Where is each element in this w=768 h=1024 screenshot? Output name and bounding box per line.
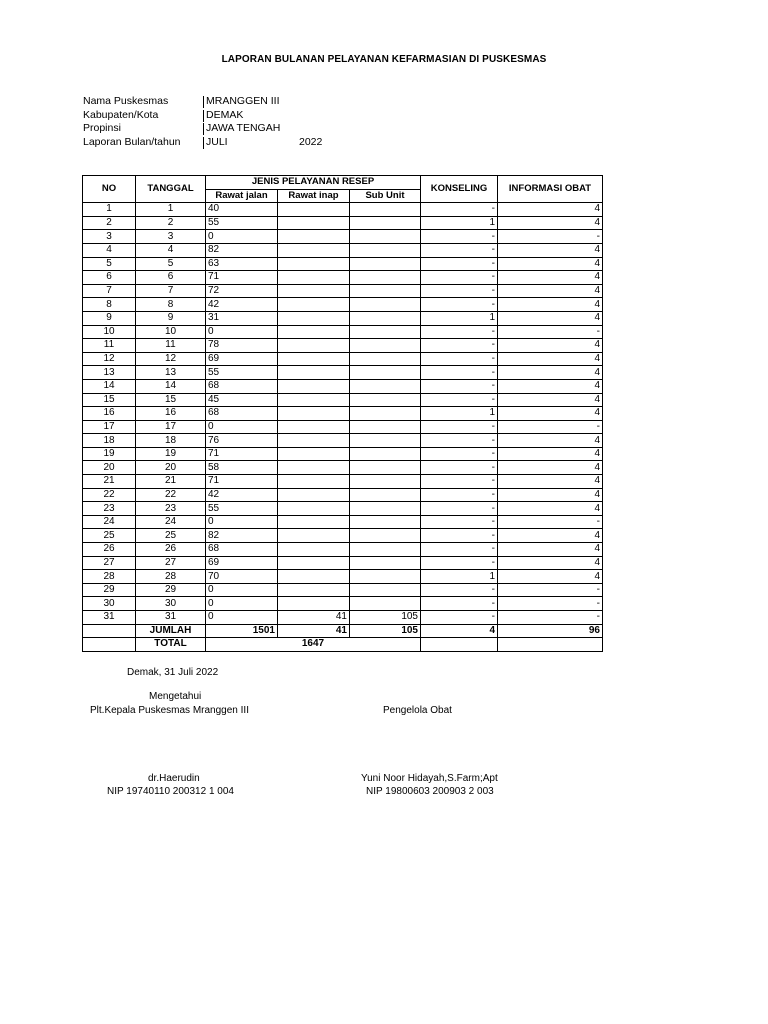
cell-rawat-jalan: 31 [206, 311, 278, 325]
cell-rawat-jalan: 72 [206, 284, 278, 298]
table-row [83, 502, 603, 516]
cell-konseling: - [421, 339, 498, 353]
cell-tanggal: 16 [136, 407, 206, 421]
header-informasi-obat: INFORMASI OBAT [498, 176, 603, 203]
cell-rawat-inap [278, 515, 350, 529]
table-row [83, 583, 603, 597]
cell-konseling: - [421, 366, 498, 380]
info-separator [203, 96, 204, 108]
right-signer-name: Yuni Noor Hidayah,S.Farm;Apt [361, 773, 498, 784]
cell-rawat-jalan: 68 [206, 379, 278, 393]
cell-no: 18 [83, 434, 136, 448]
table-row [83, 203, 603, 217]
cell-sub-unit [350, 203, 421, 217]
cell-tanggal: 9 [136, 311, 206, 325]
cell-informasi-obat: - [498, 420, 603, 434]
cell-konseling: - [421, 379, 498, 393]
table-row [83, 556, 603, 570]
cell-konseling: - [421, 284, 498, 298]
header-tanggal: TANGGAL [136, 176, 206, 203]
cell-rawat-jalan: 0 [206, 420, 278, 434]
cell-sub-unit [350, 216, 421, 230]
cell-sub-unit [350, 339, 421, 353]
cell-informasi-obat: 4 [498, 475, 603, 489]
cell-tanggal: 29 [136, 583, 206, 597]
cell-tanggal: 10 [136, 325, 206, 339]
cell-rawat-inap [278, 203, 350, 217]
cell-rawat-inap [278, 271, 350, 285]
cell-sub-unit [350, 447, 421, 461]
cell-tanggal: 7 [136, 284, 206, 298]
cell-sub-unit [350, 393, 421, 407]
cell-tanggal: 3 [136, 230, 206, 244]
total-label: TOTAL [136, 638, 206, 652]
cell-konseling: - [421, 420, 498, 434]
cell-tanggal: 28 [136, 570, 206, 584]
cell-tanggal: 25 [136, 529, 206, 543]
cell-konseling: - [421, 502, 498, 516]
cell-rawat-jalan: 42 [206, 488, 278, 502]
cell-informasi-obat: - [498, 515, 603, 529]
table-body [83, 203, 603, 624]
cell-no: 15 [83, 393, 136, 407]
cell-konseling: - [421, 515, 498, 529]
cell-rawat-inap [278, 461, 350, 475]
cell-empty [421, 638, 498, 652]
cell-no: 14 [83, 379, 136, 393]
jumlah-konseling: 4 [421, 624, 498, 638]
cell-rawat-inap [278, 325, 350, 339]
cell-tanggal: 5 [136, 257, 206, 271]
cell-sub-unit [350, 284, 421, 298]
cell-rawat-jalan: 78 [206, 339, 278, 353]
jumlah-rawat-jalan: 1501 [206, 624, 278, 638]
table-row [83, 434, 603, 448]
info-label: Kabupaten/Kota [83, 108, 159, 121]
cell-informasi-obat: 4 [498, 257, 603, 271]
cell-rawat-inap [278, 420, 350, 434]
cell-informasi-obat: - [498, 230, 603, 244]
cell-sub-unit [350, 434, 421, 448]
cell-konseling: - [421, 243, 498, 257]
cell-informasi-obat: 4 [498, 393, 603, 407]
cell-konseling: - [421, 203, 498, 217]
cell-no: 21 [83, 475, 136, 489]
cell-no: 25 [83, 529, 136, 543]
cell-no: 12 [83, 352, 136, 366]
table-row [83, 447, 603, 461]
cell-tanggal: 24 [136, 515, 206, 529]
cell-rawat-jalan: 71 [206, 271, 278, 285]
cell-rawat-jalan: 40 [206, 203, 278, 217]
cell-rawat-jalan: 68 [206, 407, 278, 421]
cell-no: 9 [83, 311, 136, 325]
cell-informasi-obat: - [498, 597, 603, 611]
cell-informasi-obat: - [498, 611, 603, 625]
cell-sub-unit [350, 597, 421, 611]
cell-no: 29 [83, 583, 136, 597]
jumlah-row [83, 624, 603, 638]
cell-tanggal: 1 [136, 203, 206, 217]
table-row [83, 597, 603, 611]
cell-rawat-jalan: 69 [206, 352, 278, 366]
table-row [83, 352, 603, 366]
cell-informasi-obat: 4 [498, 243, 603, 257]
jumlah-sub-unit: 105 [350, 624, 421, 638]
cell-tanggal: 23 [136, 502, 206, 516]
jumlah-informasi-obat: 96 [498, 624, 603, 638]
cell-rawat-inap [278, 502, 350, 516]
cell-informasi-obat: 4 [498, 529, 603, 543]
cell-no: 10 [83, 325, 136, 339]
info-year: 2022 [299, 136, 323, 149]
table-row [83, 298, 603, 312]
left-signer-nip: NIP 19740110 200312 1 004 [107, 786, 234, 797]
mengetahui-label: Mengetahui [149, 691, 202, 702]
cell-rawat-inap [278, 447, 350, 461]
table-summary [83, 624, 603, 651]
cell-tanggal: 11 [136, 339, 206, 353]
cell-sub-unit [350, 502, 421, 516]
cell-rawat-jalan: 55 [206, 216, 278, 230]
cell-konseling: - [421, 325, 498, 339]
cell-informasi-obat: 4 [498, 203, 603, 217]
cell-sub-unit [350, 583, 421, 597]
cell-sub-unit [350, 311, 421, 325]
cell-tanggal: 18 [136, 434, 206, 448]
table-row [83, 475, 603, 489]
cell-sub-unit [350, 352, 421, 366]
cell-informasi-obat: 4 [498, 311, 603, 325]
cell-informasi-obat: 4 [498, 339, 603, 353]
cell-sub-unit [350, 529, 421, 543]
table-row [83, 257, 603, 271]
header-rawat-jalan: Rawat jalan [206, 189, 278, 203]
table-row [83, 271, 603, 285]
cell-sub-unit [350, 461, 421, 475]
cell-informasi-obat: - [498, 583, 603, 597]
cell-rawat-jalan: 42 [206, 298, 278, 312]
table-row [83, 393, 603, 407]
table-row [83, 407, 603, 421]
cell-informasi-obat: 4 [498, 461, 603, 475]
cell-rawat-inap [278, 311, 350, 325]
info-label: Nama Puskesmas [83, 95, 169, 107]
service-report-table [82, 175, 603, 652]
cell-rawat-inap [278, 366, 350, 380]
left-signer-name: dr.Haerudin [148, 773, 200, 784]
cell-informasi-obat: 4 [498, 407, 603, 421]
cell-tanggal: 4 [136, 243, 206, 257]
table-row [83, 543, 603, 557]
cell-informasi-obat: 4 [498, 352, 603, 366]
cell-informasi-obat: 4 [498, 488, 603, 502]
cell-rawat-inap [278, 243, 350, 257]
report-title: LAPORAN BULANAN PELAYANAN KEFARMASIAN DI PUSKESMAS [221, 54, 547, 65]
cell-tanggal: 19 [136, 447, 206, 461]
cell-no: 24 [83, 515, 136, 529]
cell-tanggal: 6 [136, 271, 206, 285]
table-row [83, 379, 603, 393]
cell-rawat-jalan: 71 [206, 447, 278, 461]
cell-konseling: - [421, 447, 498, 461]
table-row [83, 325, 603, 339]
cell-rawat-jalan: 68 [206, 543, 278, 557]
cell-sub-unit [350, 556, 421, 570]
cell-rawat-inap [278, 529, 350, 543]
info-separator [203, 110, 204, 122]
cell-rawat-inap [278, 298, 350, 312]
cell-no: 17 [83, 420, 136, 434]
cell-empty [83, 624, 136, 638]
cell-sub-unit [350, 570, 421, 584]
cell-rawat-jalan: 55 [206, 502, 278, 516]
cell-konseling: - [421, 298, 498, 312]
cell-konseling: - [421, 611, 498, 625]
cell-rawat-inap: 41 [278, 611, 350, 625]
cell-tanggal: 2 [136, 216, 206, 230]
cell-sub-unit [350, 325, 421, 339]
cell-sub-unit [350, 379, 421, 393]
cell-informasi-obat: 4 [498, 298, 603, 312]
cell-konseling: - [421, 529, 498, 543]
cell-tanggal: 13 [136, 366, 206, 380]
left-signer-title: Plt.Kepala Puskesmas Mranggen III [90, 705, 249, 716]
cell-rawat-inap [278, 352, 350, 366]
cell-rawat-inap [278, 597, 350, 611]
cell-sub-unit [350, 543, 421, 557]
table-row [83, 311, 603, 325]
table-row [83, 461, 603, 475]
cell-tanggal: 15 [136, 393, 206, 407]
cell-no: 5 [83, 257, 136, 271]
cell-rawat-inap [278, 216, 350, 230]
cell-konseling: 1 [421, 570, 498, 584]
cell-rawat-jalan: 82 [206, 243, 278, 257]
table-row [83, 420, 603, 434]
cell-no: 31 [83, 611, 136, 625]
cell-no: 2 [83, 216, 136, 230]
table-row [83, 488, 603, 502]
cell-tanggal: 12 [136, 352, 206, 366]
cell-rawat-jalan: 82 [206, 529, 278, 543]
cell-informasi-obat: 4 [498, 556, 603, 570]
cell-konseling: - [421, 583, 498, 597]
cell-sub-unit [350, 488, 421, 502]
cell-rawat-jalan: 55 [206, 366, 278, 380]
cell-rawat-inap [278, 257, 350, 271]
cell-informasi-obat: 4 [498, 284, 603, 298]
table-row [83, 515, 603, 529]
cell-rawat-jalan: 70 [206, 570, 278, 584]
cell-informasi-obat: 4 [498, 543, 603, 557]
cell-informasi-obat: - [498, 325, 603, 339]
cell-tanggal: 21 [136, 475, 206, 489]
info-value: JULI [206, 136, 228, 149]
cell-no: 3 [83, 230, 136, 244]
cell-no: 23 [83, 502, 136, 516]
cell-informasi-obat: 4 [498, 502, 603, 516]
cell-tanggal: 22 [136, 488, 206, 502]
cell-rawat-inap [278, 488, 350, 502]
table-row [83, 339, 603, 353]
cell-rawat-inap [278, 434, 350, 448]
cell-rawat-inap [278, 543, 350, 557]
cell-konseling: 1 [421, 407, 498, 421]
cell-informasi-obat: 4 [498, 447, 603, 461]
info-value: JAWA TENGAH [206, 122, 281, 135]
table-row [83, 529, 603, 543]
cell-sub-unit [350, 475, 421, 489]
cell-rawat-inap [278, 407, 350, 421]
total-value: 1647 [206, 638, 421, 652]
cell-rawat-inap [278, 583, 350, 597]
info-label: Laporan Bulan/tahun [83, 136, 181, 149]
table-row [83, 366, 603, 380]
cell-rawat-jalan: 0 [206, 325, 278, 339]
cell-tanggal: 17 [136, 420, 206, 434]
cell-rawat-jalan: 0 [206, 611, 278, 625]
jumlah-rawat-inap: 41 [278, 624, 350, 638]
cell-no: 19 [83, 447, 136, 461]
header-jenis-pelayanan: JENIS PELAYANAN RESEP [206, 176, 421, 190]
cell-no: 16 [83, 407, 136, 421]
cell-tanggal: 26 [136, 543, 206, 557]
cell-sub-unit [350, 257, 421, 271]
cell-rawat-inap [278, 475, 350, 489]
cell-tanggal: 8 [136, 298, 206, 312]
cell-informasi-obat: 4 [498, 216, 603, 230]
jumlah-label: JUMLAH [136, 624, 206, 638]
cell-sub-unit [350, 230, 421, 244]
info-label: Propinsi [83, 122, 121, 135]
cell-informasi-obat: 4 [498, 379, 603, 393]
cell-empty [498, 638, 603, 652]
info-separator [203, 123, 204, 135]
header-rawat-inap: Rawat inap [278, 189, 350, 203]
cell-sub-unit [350, 515, 421, 529]
cell-konseling: - [421, 543, 498, 557]
cell-rawat-jalan: 0 [206, 597, 278, 611]
table-row [83, 570, 603, 584]
cell-rawat-inap [278, 379, 350, 393]
cell-informasi-obat: 4 [498, 366, 603, 380]
cell-rawat-jalan: 71 [206, 475, 278, 489]
cell-rawat-jalan: 0 [206, 583, 278, 597]
cell-sub-unit [350, 366, 421, 380]
cell-tanggal: 30 [136, 597, 206, 611]
header-no: NO [83, 176, 136, 203]
cell-rawat-inap [278, 230, 350, 244]
header-sub-unit: Sub Unit [350, 189, 421, 203]
cell-rawat-jalan: 63 [206, 257, 278, 271]
cell-informasi-obat: 4 [498, 271, 603, 285]
cell-sub-unit [350, 298, 421, 312]
cell-konseling: - [421, 461, 498, 475]
cell-konseling: - [421, 257, 498, 271]
cell-rawat-jalan: 76 [206, 434, 278, 448]
table-header [83, 176, 603, 203]
cell-rawat-inap [278, 570, 350, 584]
cell-tanggal: 20 [136, 461, 206, 475]
info-separator [203, 137, 204, 149]
cell-rawat-jalan: 69 [206, 556, 278, 570]
right-signer-nip: NIP 19800603 200903 2 003 [366, 786, 494, 797]
cell-rawat-inap [278, 339, 350, 353]
cell-konseling: - [421, 434, 498, 448]
cell-no: 8 [83, 298, 136, 312]
cell-rawat-jalan: 58 [206, 461, 278, 475]
cell-konseling: - [421, 393, 498, 407]
cell-sub-unit: 105 [350, 611, 421, 625]
cell-no: 28 [83, 570, 136, 584]
cell-rawat-jalan: 0 [206, 515, 278, 529]
cell-no: 11 [83, 339, 136, 353]
cell-informasi-obat: 4 [498, 570, 603, 584]
table-row [83, 611, 603, 625]
cell-konseling: 1 [421, 311, 498, 325]
cell-rawat-jalan: 45 [206, 393, 278, 407]
cell-no: 30 [83, 597, 136, 611]
cell-no: 4 [83, 243, 136, 257]
cell-no: 7 [83, 284, 136, 298]
cell-no: 26 [83, 543, 136, 557]
cell-tanggal: 27 [136, 556, 206, 570]
cell-konseling: - [421, 597, 498, 611]
cell-sub-unit [350, 420, 421, 434]
cell-konseling: - [421, 556, 498, 570]
cell-rawat-inap [278, 393, 350, 407]
header-konseling: KONSELING [421, 176, 498, 203]
table-row [83, 230, 603, 244]
cell-informasi-obat: 4 [498, 434, 603, 448]
cell-sub-unit [350, 243, 421, 257]
cell-no: 6 [83, 271, 136, 285]
table-row [83, 243, 603, 257]
cell-sub-unit [350, 271, 421, 285]
cell-konseling: - [421, 271, 498, 285]
cell-konseling: - [421, 352, 498, 366]
cell-no: 20 [83, 461, 136, 475]
cell-rawat-inap [278, 556, 350, 570]
place-date: Demak, 31 Juli 2022 [127, 667, 219, 678]
cell-konseling: - [421, 488, 498, 502]
cell-konseling: - [421, 475, 498, 489]
cell-no: 1 [83, 203, 136, 217]
cell-no: 27 [83, 556, 136, 570]
table-row [83, 216, 603, 230]
cell-rawat-jalan: 0 [206, 230, 278, 244]
total-row [83, 638, 603, 652]
cell-tanggal: 14 [136, 379, 206, 393]
cell-tanggal: 31 [136, 611, 206, 625]
info-value: DEMAK [206, 108, 244, 121]
cell-konseling: 1 [421, 216, 498, 230]
cell-konseling: - [421, 230, 498, 244]
table-row [83, 284, 603, 298]
cell-empty [83, 638, 136, 652]
cell-sub-unit [350, 407, 421, 421]
cell-no: 22 [83, 488, 136, 502]
right-signer-title: Pengelola Obat [383, 705, 452, 716]
info-value: MRANGGEN III [206, 95, 280, 107]
cell-no: 13 [83, 366, 136, 380]
cell-rawat-inap [278, 284, 350, 298]
